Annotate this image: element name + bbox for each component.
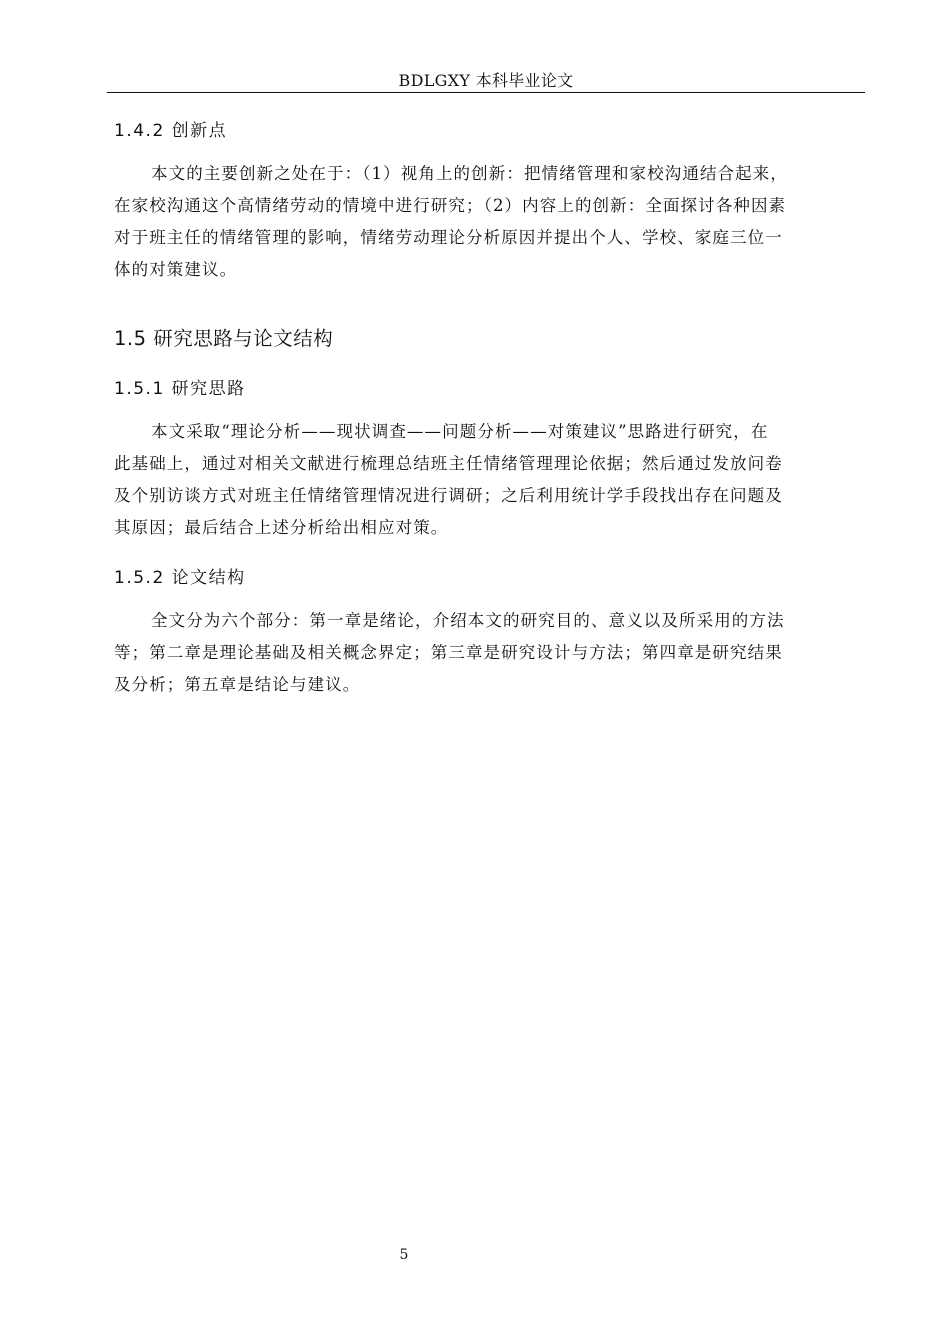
paragraph-line: 及个别访谈方式对班主任情绪管理情况进行调研；之后利用统计学手段找出存在问题及 (114, 486, 783, 505)
paragraph-thesis-structure (114, 605, 858, 701)
section-heading-1-5-2: 1.5.2 论文结构 (114, 568, 246, 588)
section-heading-1-4-2: 1.4.2 创新点 (114, 121, 228, 141)
paragraph-line: 对于班主任的情绪管理的影响，情绪劳动理论分析原因并提出个人、学校、家庭三位一 (114, 228, 783, 247)
paragraph-innovation (114, 158, 858, 286)
section-heading-1-5: 1.5 研究思路与论文结构 (114, 327, 334, 350)
paragraph-line: 在家校沟通这个高情绪劳动的情境中进行研究；（2）内容上的创新：全面探讨各种因素 (114, 196, 787, 215)
paragraph-line: 及分析；第五章是结论与建议。 (114, 675, 361, 694)
page-number: 5 (399, 1247, 409, 1263)
paragraph-line: 本文采取“理论分析——现状调查——问题分析——对策建议”思路进行研究，在 (151, 422, 769, 441)
paragraph-line: 本文的主要创新之处在于：（1）视角上的创新：把情绪管理和家校沟通结合起来， (151, 164, 788, 183)
paragraph-line: 体的对策建议。 (114, 260, 238, 279)
paragraph-line: 其原因；最后结合上述分析给出相应对策。 (114, 518, 449, 537)
paragraph-line: 全文分为六个部分：第一章是绪论，介绍本文的研究目的、意义以及所采用的方法 (151, 611, 785, 630)
page-header-title: BDLGXY 本科毕业论文 (398, 71, 574, 90)
paragraph-line: 等；第二章是理论基础及相关概念界定；第三章是研究设计与方法；第四章是研究结果 (114, 643, 783, 662)
paragraph-research-approach (114, 416, 858, 544)
paragraph-line: 此基础上，通过对相关文献进行梳理总结班主任情绪管理理论依据；然后通过发放问卷 (114, 454, 783, 473)
section-heading-1-5-1: 1.5.1 研究思路 (114, 379, 246, 399)
header-divider (107, 92, 865, 93)
